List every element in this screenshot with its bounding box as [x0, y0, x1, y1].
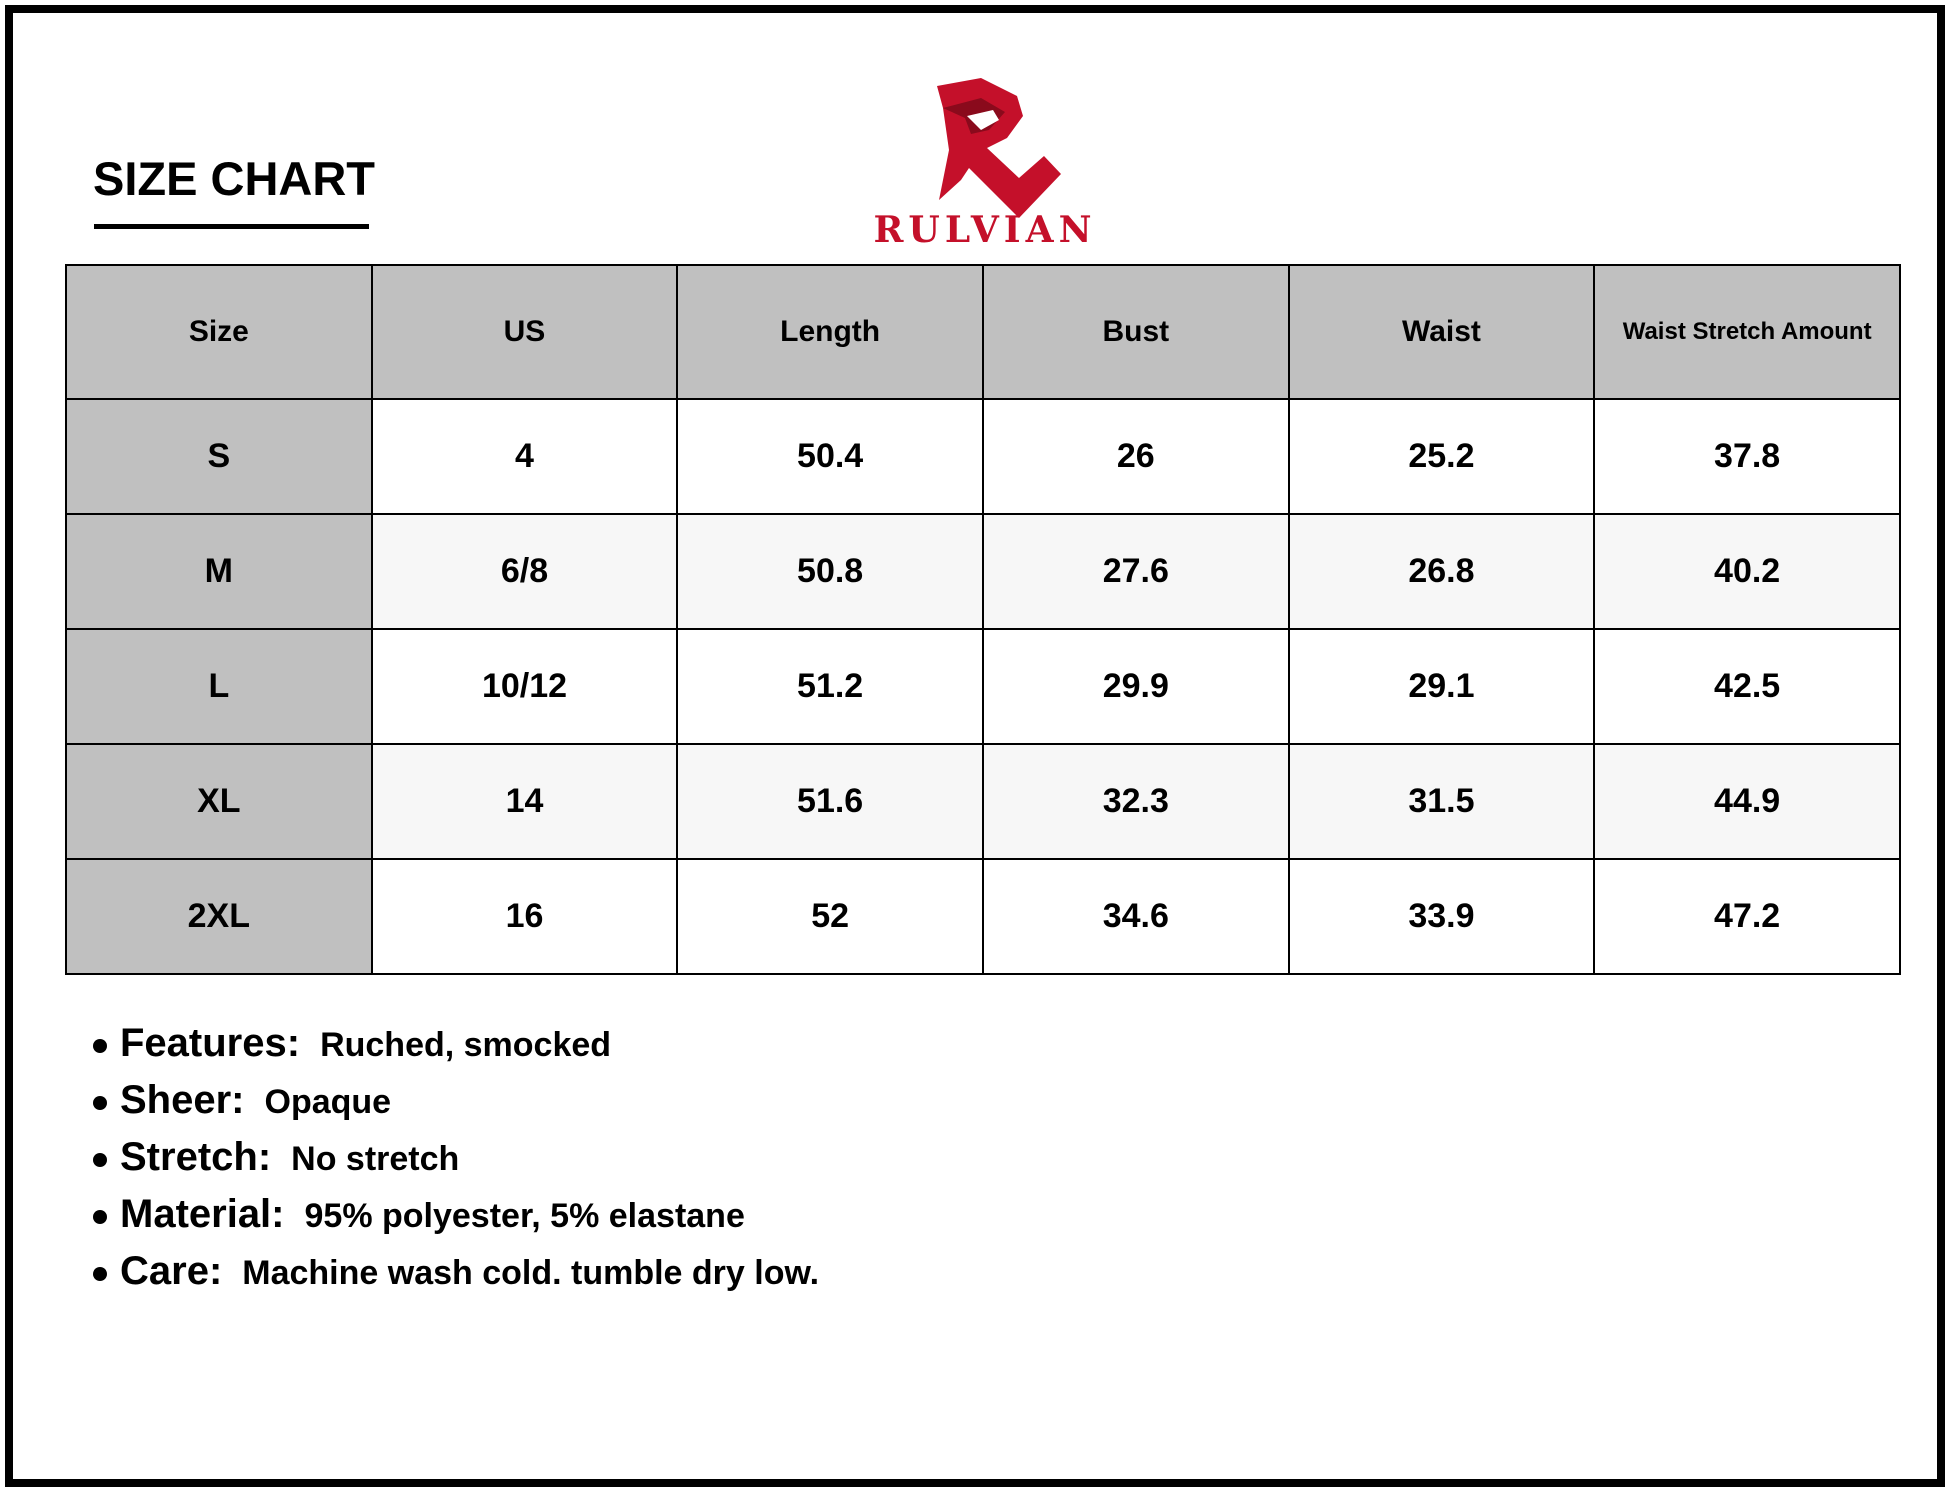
bust-cell: 32.3	[983, 744, 1289, 859]
us-cell: 10/12	[372, 629, 678, 744]
feature-label: Features:	[120, 1021, 301, 1065]
length-cell: 50.4	[677, 399, 983, 514]
header-us: US	[372, 265, 678, 399]
waist-stretch-cell: 37.8	[1594, 399, 1900, 514]
feature-value: Opaque	[264, 1083, 392, 1121]
table-row	[66, 514, 1900, 629]
table-header-row	[66, 265, 1900, 399]
table-row	[66, 399, 1900, 514]
feature-value: Ruched, smocked	[320, 1026, 612, 1064]
feature-value: Machine wash cold. tumble dry low.	[242, 1254, 820, 1292]
length-cell: 50.8	[677, 514, 983, 629]
waist-cell: 29.1	[1289, 629, 1595, 744]
length-cell: 51.6	[677, 744, 983, 859]
title-underline	[94, 224, 369, 229]
waist-stretch-cell: 47.2	[1594, 859, 1900, 974]
feature-label: Stretch:	[120, 1135, 272, 1179]
waist-cell: 33.9	[1289, 859, 1595, 974]
bullet-icon	[93, 1096, 107, 1110]
us-cell: 6/8	[372, 514, 678, 629]
feature-label: Care:	[120, 1249, 223, 1293]
page-title: SIZE CHART	[93, 152, 375, 205]
bust-cell: 27.6	[983, 514, 1289, 629]
waist-stretch-cell: 42.5	[1594, 629, 1900, 744]
waist-cell: 31.5	[1289, 744, 1595, 859]
bullet-icon	[93, 1153, 107, 1167]
us-cell: 16	[372, 859, 678, 974]
bullet-icon	[93, 1210, 107, 1224]
bust-cell: 26	[983, 399, 1289, 514]
bullet-icon	[93, 1039, 107, 1053]
bust-cell: 29.9	[983, 629, 1289, 744]
size-cell: L	[66, 629, 372, 744]
size-cell: 2XL	[66, 859, 372, 974]
header-length: Length	[677, 265, 983, 399]
length-cell: 51.2	[677, 629, 983, 744]
bullet-icon	[93, 1267, 107, 1281]
header-waist-stretch: Waist Stretch Amount	[1594, 265, 1900, 399]
header-size: Size	[66, 265, 372, 399]
header-waist: Waist	[1289, 265, 1595, 399]
size-table	[65, 264, 1901, 975]
length-cell: 52	[677, 859, 983, 974]
bust-cell: 34.6	[983, 859, 1289, 974]
size-cell: M	[66, 514, 372, 629]
feature-label: Material:	[120, 1192, 285, 1236]
waist-cell: 26.8	[1289, 514, 1595, 629]
table-row	[66, 744, 1900, 859]
waist-stretch-cell: 40.2	[1594, 514, 1900, 629]
page-frame	[5, 5, 1945, 1487]
waist-cell: 25.2	[1289, 399, 1595, 514]
table-row	[66, 629, 1900, 744]
feature-value: No stretch	[291, 1140, 460, 1178]
us-cell: 14	[372, 744, 678, 859]
feature-label: Sheer:	[120, 1078, 245, 1122]
size-cell: XL	[66, 744, 372, 859]
table-row	[66, 859, 1900, 974]
brand-name: RULVIAN	[873, 209, 1097, 251]
header-bust: Bust	[983, 265, 1289, 399]
size-cell: S	[66, 399, 372, 514]
waist-stretch-cell: 44.9	[1594, 744, 1900, 859]
us-cell: 4	[372, 399, 678, 514]
feature-value: 95% polyester, 5% elastane	[304, 1197, 745, 1235]
